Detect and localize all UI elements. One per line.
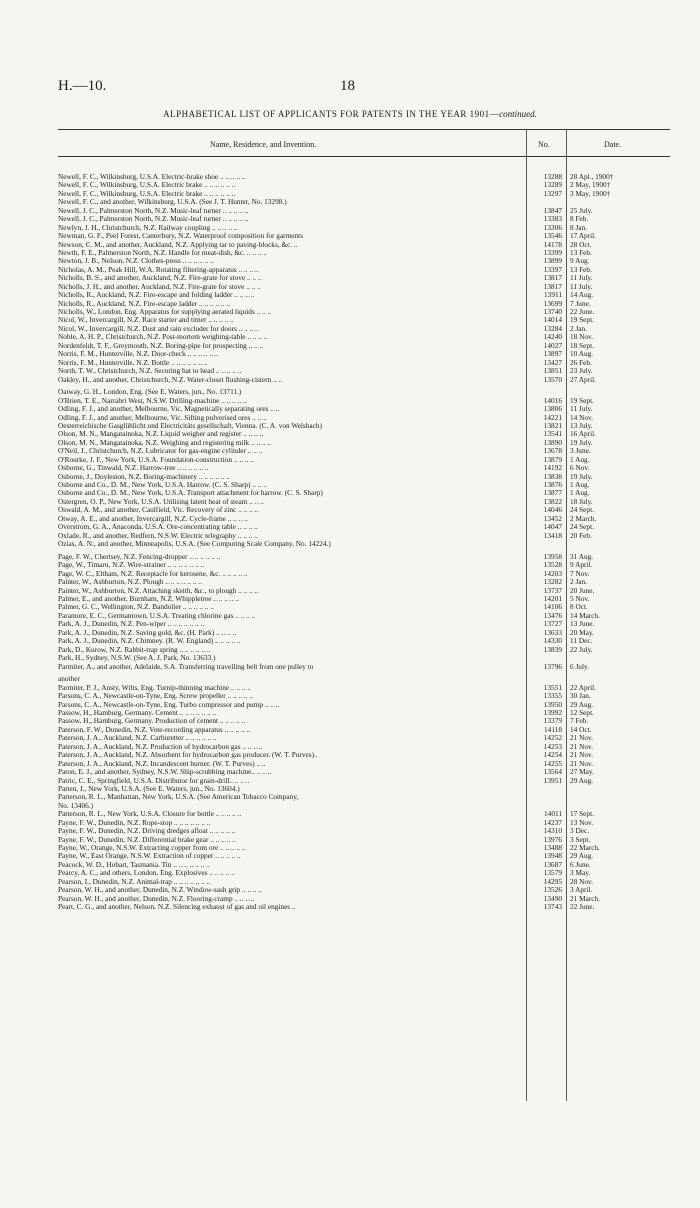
patent-number: 13976 [543, 834, 562, 844]
applicant-entry: Norris, F. M., Hunterville, N.Z. Bottle .. .. .. .. .. .. .. [58, 358, 208, 367]
applicant-entry: Nicol, W., Invercargill, N.Z. Race starter and timer .. .. .. .. .. [58, 316, 234, 325]
patent-number: 13476 [543, 610, 562, 620]
patent-number: 13297 [543, 188, 562, 198]
applicant-entry: Pearcy, A. C., and others, London, Eng. Explosives .. .. .. .. .. [58, 869, 235, 878]
column-header-name: Name, Residence, and Invention. [210, 140, 317, 149]
patent-number: 13958 [543, 551, 562, 561]
applicant-entry: Osborne and Co., D. M., New York, U.S.A. Harrow. (C. S. Sharp) .. .. .. [58, 481, 267, 490]
patent-date: 13 Feb. [570, 264, 592, 274]
patent-date: 29 Aug. [570, 851, 594, 861]
patent-date: 13 Nov. [570, 817, 594, 827]
patent-number: 13890 [543, 437, 562, 447]
applicant-entry: Olson, M. N., Mangatainoka, N.Z. Liquid weigher and register .. .. .. .. [58, 430, 264, 439]
patent-date: 20 June. [570, 585, 595, 595]
applicant-entry: O'Neil, J., Christchurch, N.Z. Lubricator for gas-engine cylinder .. .. .. [58, 447, 263, 456]
patent-date: 22 June. [570, 902, 595, 912]
patent-date: 22 July. [570, 644, 593, 654]
applicant-entry: Parsons, C. A., Newcastle-on-Tyne, Eng. Turbo compressor and pump .. .. .. [58, 700, 280, 709]
patent-date: 18 Sept. [570, 340, 594, 350]
patent-date: 6 Nov. [570, 463, 590, 473]
patent-date: 2 March. [570, 513, 597, 523]
patent-date: 9 Aug. [570, 256, 590, 266]
patent-number: 13570 [543, 374, 562, 384]
applicant-entry: Newell, F. C., Wilkinsburg, U.S.A. Electric brake .. .. .. .. .. .. [58, 181, 236, 190]
applicant-entry: O'Brien, T. E., Narrabri West, N.S.W. Drilling-machine .. .. .. .. .. [58, 396, 247, 405]
applicant-entry: Newell, F. C., and another, Wilkinsburg, U.S.A. (See J. T. Hunter, No. 13298.) [58, 198, 287, 207]
applicant-entry: Pearson, I., Dunedin, N.Z. Animal-trap .. .. .. .. .. .. .. [58, 877, 211, 886]
patent-number: 14330 [543, 636, 562, 646]
patent-number: 13839 [543, 644, 562, 654]
patent-number: 13541 [543, 429, 562, 439]
table-row [58, 540, 670, 548]
table-row [58, 646, 670, 654]
patent-number: 13911 [544, 290, 562, 300]
applicant-entry: Newlyn, J. H., Christchurch, N.Z. Railway coupling .. .. .. .. .. [58, 223, 238, 232]
applicant-entry: Payne, F. W., Dunedin, N.Z. Differential brake gear .. .. .. .. .. [58, 835, 236, 844]
patent-date: 21 March. [570, 893, 600, 903]
applicant-entry: Park, A. J., Dunedin, N.Z. Saving gold, &c. (H. Park) .. .. .. .. [58, 628, 237, 637]
patent-date: 14 Aug. [570, 290, 594, 300]
applicant-entry: Oatway, G. H., London, Eng. (See E. Waters, jun., No. 13711.) [58, 388, 242, 397]
document-reference: H.—10. [58, 78, 107, 94]
patent-number: 13397 [543, 264, 562, 274]
applicant-entry: Newson, C. M., and another, Auckland, N.Z. Applying tar to paving-blocks, &c. .. [58, 240, 298, 249]
patent-date: 26 Feb. [570, 357, 592, 367]
applicant-entry: Page, W. C., Eltham, N.Z. Receptacle for kerosene, &c. .. .. .. .. .. [58, 569, 248, 578]
patent-number: 14254 [543, 750, 562, 760]
patent-date: 20 Feb. [570, 530, 592, 540]
patent-number: 13355 [543, 691, 562, 701]
patent-number: 13452 [543, 513, 562, 523]
applicant-entry: Nicholls, W., London, Eng. Apparatus for supplying aerated liquids .. .. .. [58, 308, 272, 316]
patent-number: 14106 [543, 602, 562, 612]
patent-number: 13546 [543, 231, 562, 241]
applicant-entry: Pearson, W. H., and another, Dunedin, N.Z. Window-sash grip .. .. .. .. [58, 886, 262, 895]
applicant-entry: Newman, G. F., Peel Forest, Canterbury, N.Z. Waterproof composition for garments [58, 232, 304, 241]
applicant-entry: Newell, F. C., Wilkinsburg, U.S.A. Electric-brake shoe .. .. .. .. .. [58, 173, 246, 181]
patent-date: 1 Aug. [570, 480, 590, 490]
applicant-entry: Norris, F. M., Hunterville, N.Z. Door-check .. .. .. .. .. .. [58, 350, 219, 359]
patent-date: 22 March. [570, 843, 600, 853]
patent-date: 22 June. [570, 307, 595, 316]
applicant-entry: Paton, E. J., and another, Sydney, N.S.W. Ship-scrubbing machine.. .. .. .. [58, 768, 272, 777]
patent-date: 21 Nov. [570, 733, 594, 743]
applicant-entry: Page, W., Timaru, N.Z. Wire-strainer .. .. .. .. .. .. .. [58, 561, 205, 570]
patent-date: 25 July. [570, 205, 593, 215]
applicant-entry: Parsons, C. A., Newcastle-on-Tyne, Eng. Screw propeller .. .. .. .. .. [58, 692, 254, 701]
applicant-entry: Osborne, J., Doyleston, N.Z. Boring-machinery .. .. .. .. .. .. [58, 472, 230, 481]
patent-date: 1 Aug. [570, 488, 590, 498]
applicant-entry: Park, A. J., Dunedin, N.Z. Chimney. (R. W. England) .. .. .. .. .. [58, 637, 241, 646]
patent-date: 9 April. [570, 560, 593, 570]
patent-number: 13488 [543, 843, 562, 853]
patent-date: 14 Nov. [570, 412, 594, 422]
applicant-entry: Paterson, J. A., Auckland, N.Z. Production of hydrocarbon gas .. .. .. .. [58, 742, 263, 751]
patent-number: 13897 [543, 349, 562, 359]
applicant-entry: Ozias, A. N., and another, Minneapolis, U.S.A. (See Computing Scale Company, No. 14224.) [58, 540, 331, 549]
patent-number: 14011 [544, 809, 562, 819]
applicant-entry: Peart, C. G., and another, Nelson, N.Z. Silencing exhaust of gas and oil engines .. [58, 903, 296, 912]
applicant-entry: Oakley, H., and another, Christchurch, N.Z. Water-closet flushing-cistern .. .. [58, 375, 283, 384]
patent-date: 6 July. [570, 661, 589, 671]
patent-date: 16 April. [570, 429, 596, 439]
table-row [58, 376, 670, 384]
patent-number: 14221 [543, 412, 562, 422]
patent-date: 23 July. [570, 366, 593, 376]
patent-date: 27 April. [570, 374, 596, 384]
patent-number: 13288 [543, 172, 562, 181]
patent-date: 8 Oct. [570, 602, 588, 612]
column-header-no: No. [538, 140, 550, 149]
patent-number: 13992 [543, 708, 562, 718]
patent-date: 3 Sept. [570, 834, 591, 844]
patent-number: 14014 [543, 315, 562, 325]
patent-number: 13806 [543, 404, 562, 414]
patent-number: 13579 [543, 868, 562, 878]
patent-number: 13838 [543, 471, 562, 481]
patent-date: 19 Sept. [570, 395, 594, 405]
applicant-entry: Oswald, A. M., and another, Caulfield, Vic. Recovery of zinc .. .. .. .. [58, 506, 259, 515]
patent-number: 13821 [543, 420, 562, 430]
patent-date: 3 May. [570, 868, 591, 878]
patent-date: 13 July. [570, 420, 593, 430]
patent-date: 10 Aug. [570, 349, 594, 359]
patent-number: 13427 [543, 357, 562, 367]
applicant-entry: Paramore, E. C., Germantown, U.S.A. Treating chlorine gas .. .. .. .. [58, 611, 256, 620]
applicant-entry: Paterson, J. A., Auckland, N.Z. Incandescent burner. (W. T. Purves) .. .. [58, 759, 266, 768]
patent-number: 13678 [543, 446, 562, 456]
applicant-entry: Paterson, F. W., Dunedin, N.Z. Vote-recording apparatus .. .. .. .. .. [58, 725, 251, 734]
patent-date: 2 Jan. [570, 577, 588, 587]
patent-number: 13490 [543, 893, 562, 903]
applicant-entry: Park, A. J., Dunedin, N.Z. Pen-wiper .. .. .. .. .. .. .. [58, 620, 205, 629]
patent-date: 19 Sept. [570, 315, 594, 325]
patent-date: 13 June. [570, 619, 595, 629]
applicant-entry: O'Rourke, J. F., New York, U.S.A. Foundation-construction .. .. .. .. [58, 455, 254, 464]
patent-date: 21 Nov. [570, 750, 594, 760]
patent-number: 13737 [543, 585, 562, 595]
patent-number: 13282 [543, 577, 562, 587]
applicant-entry: Newth, F. E., Palmerston North, N.Z. Handle for meat-dish, &c. .. .. .. .. [58, 248, 267, 257]
applicant-entry: Park, H., Sydney, N.S.W. (See A. J. Park, No. 13633.) [58, 654, 216, 663]
patent-number: 13948 [543, 851, 562, 861]
patent-number: 13399 [543, 247, 562, 257]
applicant-entry: Nicholls, R., Auckland, N.Z. Fire-escape ladder .. .. .. .. .. .. [58, 299, 231, 308]
patent-number: 13379 [543, 716, 562, 726]
patent-number: 13306 [543, 222, 562, 232]
patent-date: 29 Aug. [570, 699, 594, 709]
applicant-entry: Nicholas, A. M., Peak Hill, W.A. Rotating filtering-apparatus .. .. .. .. [58, 265, 259, 274]
patent-date: 7 June. [570, 298, 591, 308]
patent-number: 13743 [543, 902, 562, 912]
patent-date: 28 Nov. [570, 876, 594, 886]
patent-date: 17 Sept. [570, 809, 594, 819]
patent-date: 24 Sept. [570, 522, 594, 532]
patent-number: 13817 [543, 273, 562, 283]
applicant-entry: Payne, F. W., Dunedin, N.Z. Rope-stop .. .. .. .. .. .. .. [58, 818, 211, 827]
patent-date: 21 Nov. [570, 741, 594, 751]
applicant-entry: Patterson, R. L., New York, U.S.A. Closure for bottle .. .. .. .. .. [58, 810, 242, 819]
applicant-entry: Oesterreichische Gasglühlicht und Electricitäts gesellschaft, Vienna. (C. A. von Welsbach) [58, 421, 322, 430]
patent-number: 13551 [543, 682, 562, 692]
patent-number: 14027 [543, 340, 562, 350]
patent-number: 14237 [543, 817, 562, 827]
applicant-entry: Newell, J. C., Palmerston North, N.Z. Music-leaf turner .. .. .. .. .. [58, 215, 249, 224]
applicant-entry: Parmiter, P. J., Ansty, Wilts, Eng. Turnip-thinning machine .. .. .. .. [58, 683, 251, 692]
patent-date: 29 Aug. [570, 775, 594, 785]
applicant-entry: Odling, F. J., and another, Melbourne, Vic. Magnetically separating ores .. .. [58, 405, 280, 414]
applicant-entry: Painter, W., Ashburton, N.Z. Plough .. .. .. .. .. .. .. [58, 578, 202, 587]
applicant-entry: Payne, F. W., Dunedin, N.Z. Driving dredges afloat .. .. .. .. .. [58, 827, 236, 836]
patent-number: 14016 [543, 395, 562, 405]
table-header-rule [58, 156, 670, 157]
patent-date: 1 Aug. [570, 454, 590, 464]
patent-date: 12 Sept. [570, 708, 594, 718]
patent-date: 18 July. [570, 496, 593, 506]
patent-number: 14253 [543, 741, 562, 751]
patent-number: 14047 [543, 522, 562, 532]
patent-date: 7 Feb. [570, 716, 589, 726]
applicant-entry: Payne, W., Orange, N.S.W. Extracting copper from ore .. .. .. .. .. [58, 844, 246, 853]
applicant-entry: Painter, W., Ashburton, N.Z. Attaching skeith, &c., to plough .. .. .. .. [58, 586, 259, 595]
applicant-entry: Nicholls, R., Auckland, N.Z. Fire-escape and folding ladder .. .. .. .. [58, 291, 255, 300]
applicant-entry: Patten, J., New York, U.S.A. (See E. Waters, jun., No. 13604.) [58, 784, 240, 793]
page-title [0, 109, 700, 119]
applicant-entry: Osborne, G., Tinwald, N.Z. Harrow-tree .. .. .. .. .. .. [58, 464, 209, 473]
patent-date: 17 April. [570, 231, 596, 241]
patent-date: 19 July. [570, 437, 593, 447]
column-header-date: Date. [604, 140, 622, 149]
applicant-entry: Noble, A. H. P., Christchurch, N.Z. Post-mortem weighing-table .. .. .. .. [58, 333, 268, 342]
patent-number: 13822 [543, 496, 562, 506]
patent-number: 14192 [543, 463, 562, 473]
patent-number: 13796 [543, 661, 562, 671]
table-row [58, 777, 670, 785]
applicant-entry: Park, D., Kurow, N.Z. Rabbit-trap spring .. .. .. .. .. .. [58, 645, 211, 654]
patent-number: 14046 [543, 505, 562, 515]
patent-number: 13951 [543, 775, 562, 785]
patent-date: 11 July. [570, 404, 593, 414]
applicant-entry: Patterson, R. L., Manhattan, New York, U.S.A. (See American Tobacco Company, [58, 793, 299, 802]
patent-number: 13899 [543, 256, 562, 266]
table-top-rule [58, 129, 670, 130]
applicant-entry: Patric, C. E., Springfield, U.S.A. Distributor for grain-drill.. .. .. .. [58, 776, 250, 785]
patent-date: 7 Nov. [570, 568, 590, 578]
applicant-entry: Overstrom, G. A., Anaconda, U.S.A. Ore-concentrating table .. .. .. .. [58, 523, 258, 532]
patent-date: 19 July. [570, 471, 593, 481]
applicant-entry: Oxlade, R., and another, Redfern, N.S.W. Electric telegraphy .. .. .. .. [58, 531, 258, 540]
applicant-entry: Passow, H., Hamburg, Germany. Production of cement .. .. .. .. .. [58, 717, 246, 726]
applicant-entry: Osborne and Co., D. M., New York, U.S.A. Transport attachment for harrow. (C. S. Sharp) [58, 489, 323, 498]
patent-number: 14240 [543, 332, 562, 342]
applicant-entry: Nordenfeldt, T. F., Greymouth, N.Z. Boring-pipe for prospecting .. .. .. [58, 341, 264, 350]
applicant-entry: Odling, F. J., and another, Melbourne, Vic. Sifting pulverised ores .. .. .. [58, 413, 267, 422]
patent-date: 24 Sept. [570, 505, 594, 515]
patent-number: 14255 [543, 758, 562, 768]
patent-number: 14252 [543, 733, 562, 743]
patent-number: 13564 [543, 767, 562, 777]
patent-number: 13289 [543, 180, 562, 190]
applicant-entry: Passow, H., Hamburg, Germany. Cement .. .. .. .. .. .. .. [58, 709, 217, 718]
table-row [58, 532, 670, 540]
patent-date: 8 Feb. [570, 214, 589, 224]
patent-number: 13284 [543, 323, 562, 333]
applicant-entry: Paterson, J. A., Auckland, N.Z. Carburetter .. .. .. .. .. .. [58, 734, 217, 743]
applicant-list [58, 173, 670, 912]
patent-date: 11 Dec. [570, 636, 593, 646]
table-row [58, 903, 670, 911]
patent-number: 13877 [543, 488, 562, 498]
title-continued: continued. [499, 109, 537, 119]
patent-number: 14310 [543, 826, 562, 836]
patent-number: 13876 [543, 480, 562, 490]
applicant-entry: Payne, W., East Orange, N.S.W. Extraction of copper .. .. .. .. .. [58, 852, 241, 861]
patent-number: 14201 [543, 594, 562, 604]
applicant-entry: Pearson, W. H., and another, Dunedin, N.Z. Flooring-cramp .. .. .. .. [58, 894, 255, 903]
patent-number: 13383 [543, 214, 562, 224]
patent-number: 14118 [544, 724, 562, 734]
patent-date: 2 May, 1900† [570, 180, 611, 190]
patent-date: 14 Oct. [570, 724, 592, 734]
patent-date: 3 May, 1900† [570, 188, 611, 198]
patent-date: 2 Jan. [570, 323, 588, 333]
applicant-entry: Nicholls, B. S., and another, Auckland, N.Z. Fire-grate for stove .. .. .. [58, 274, 262, 283]
patent-date: 18 Nov. [570, 332, 594, 342]
patent-date: 14 March. [570, 610, 600, 620]
table-row [58, 785, 670, 793]
table-row [58, 793, 670, 801]
patent-date: 6 June. [570, 859, 591, 869]
applicant-entry: Paterson, J. A., Auckland, N.Z. Absorbent for hydrocarbon gas producer. (W. T. Purves).. [58, 751, 318, 760]
patent-date: 27 May. [570, 767, 594, 777]
applicant-entry: another [58, 675, 80, 684]
applicant-entry: Palmer, G. C., Wellington, N.Z. Bandolier .. .. .. .. .. .. [58, 603, 214, 612]
applicant-entry: Page, F. W., Chertsey, N.Z. Fencing-dropper .. .. .. .. .. .. [58, 552, 221, 561]
applicant-entry: Nicol, W., Invercargill, N.Z. Dust and rain excluder for doors .. .. .. .. [58, 324, 259, 333]
table-row [58, 190, 670, 198]
patent-number: 13817 [543, 281, 562, 291]
patent-number: 13699 [543, 298, 562, 308]
applicant-entry: Newton, J. B., Nelson, N.Z. Clothes-press .. .. .. .. .. .. [58, 257, 214, 266]
patent-date: 3 April. [570, 885, 593, 895]
patent-date: 28 Oct. [570, 239, 592, 249]
patent-number: 13950 [543, 699, 562, 709]
applicant-entry: Newell, J. C., Palmerston North, N.Z. Music-leaf turner .. .. .. .. .. [58, 206, 249, 215]
patent-number: 13847 [543, 205, 562, 215]
patent-date: 8 Jan. [570, 222, 588, 232]
patent-number: 14295 [543, 876, 562, 886]
applicant-entry: Peacock, W. D., Hobart, Tasmania. Tin .. .. .. .. .. .. .. [58, 860, 210, 869]
patent-number: 13526 [543, 885, 562, 895]
table-row [58, 663, 670, 671]
applicant-entry: Newell, F. C., Wilkinsburg, U.S.A. Electric brake .. .. .. .. .. .. [58, 189, 236, 198]
applicant-entry: Olson, M. N., Mangatainoka, N.Z. Weighing and registering milk .. .. .. .. [58, 438, 272, 447]
patent-number: 13727 [543, 619, 562, 629]
title-main: ALPHABETICAL LIST OF APPLICANTS FOR PATENTS IN THE YEAR 1901— [163, 109, 500, 119]
patent-number: 13528 [543, 560, 562, 570]
applicant-entry: Ostergren, O. P., New York, U.S.A. Utilising latent heat of steam .. .. .. [58, 497, 264, 506]
patent-date: 11 July. [570, 281, 593, 291]
patent-date: 30 Jan. [570, 691, 591, 701]
applicant-entry: Nicholls, J. H., and another, Auckland, N.Z. Fire-grate for stove .. .. .. [58, 282, 261, 291]
patent-date: 28 Apl., 1900† [570, 172, 614, 181]
patent-number: 14178 [543, 239, 562, 249]
page-number: 18 [340, 78, 355, 94]
applicant-entry: Otway, A. E., and another, Invercargill, N.Z. Cycle-frame .. .. .. .. [58, 514, 248, 523]
patent-date: 5 Nov. [570, 594, 590, 604]
patent-date: 3 June. [570, 446, 591, 456]
applicant-entry: No. 13406.) [58, 801, 94, 810]
patent-date: 22 April. [570, 682, 596, 692]
patent-date: 31 Aug. [570, 551, 594, 561]
patent-number: 13851 [543, 366, 562, 376]
patent-number: 13740 [543, 307, 562, 316]
applicant-entry: Parmiter, A., and another, Adelaide, S.A. Transferring travelling belt from one pulley to [58, 662, 314, 671]
applicant-entry: Palmer, E., and another, Burnham, N.Z. Whippletree .. .. .. .. .. [58, 595, 239, 604]
patent-number: 13687 [543, 859, 562, 869]
patent-date: 13 Feb. [570, 247, 592, 257]
patent-date: 11 July. [570, 273, 593, 283]
patent-number: 13418 [543, 530, 562, 540]
patent-number: 13879 [543, 454, 562, 464]
patent-number: 14203 [543, 568, 562, 578]
patent-number: 13633 [543, 627, 562, 637]
applicant-entry: North, T. W., Christchurch, N.Z. Securing hat to head .. .. .. .. .. [58, 367, 242, 376]
patent-date: 3 Dec. [570, 826, 590, 836]
patent-date: 21 Nov. [570, 758, 594, 768]
patent-date: 20 May. [570, 627, 594, 637]
